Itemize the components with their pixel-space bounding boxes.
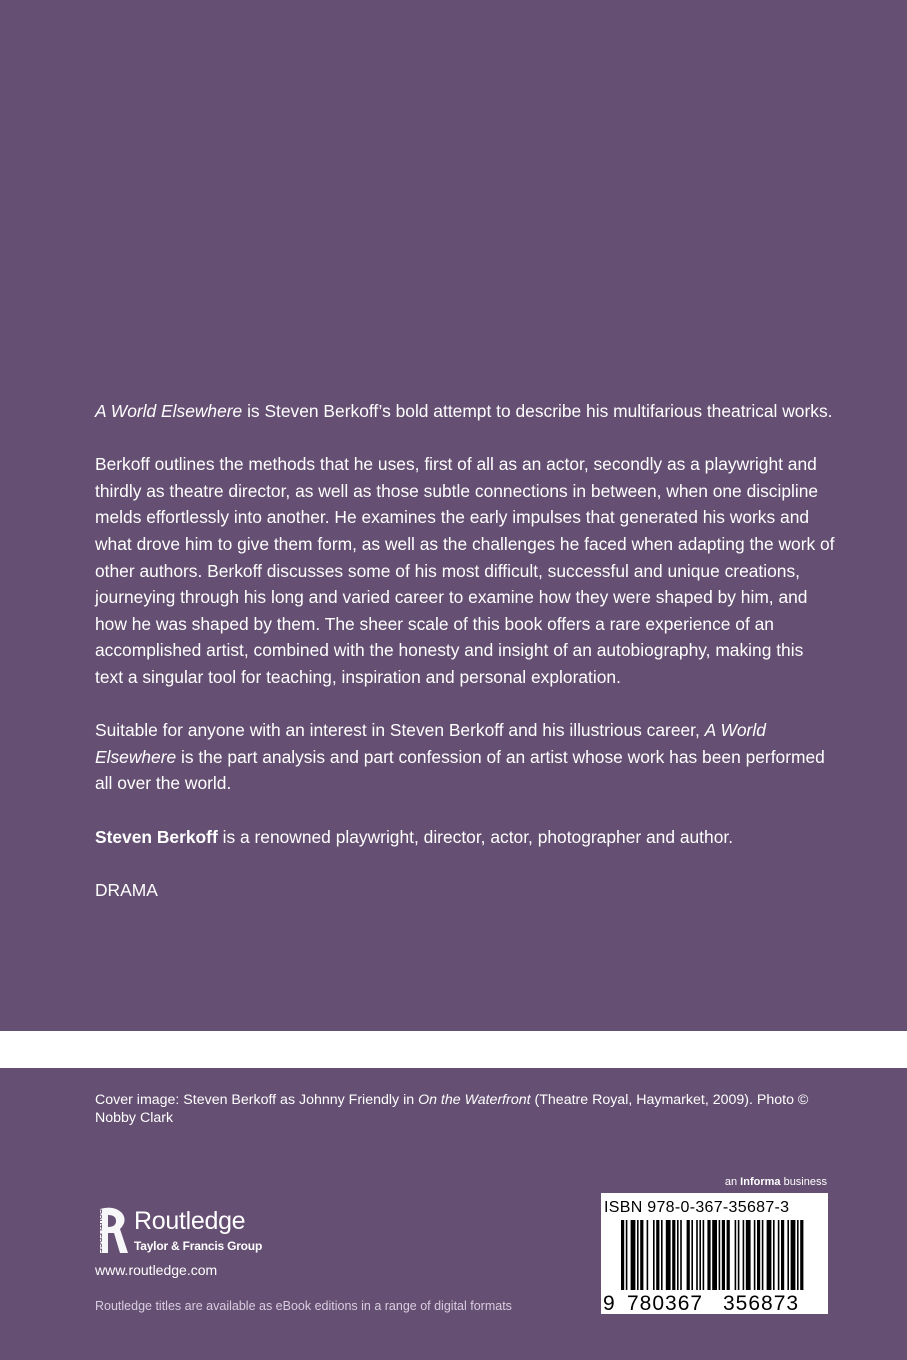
barcode-bar	[640, 1220, 643, 1290]
routledge-logo-icon	[94, 1205, 132, 1261]
barcode-bar	[666, 1220, 671, 1290]
caption-text: (Theatre Royal, Haymarket, 2009). Photo © Nobby Clark	[95, 1092, 809, 1126]
barcode-bar	[696, 1220, 698, 1290]
barcode-bar	[727, 1220, 730, 1290]
publisher-group: Taylor & Francis Group	[134, 1239, 263, 1253]
barcode-bar	[722, 1220, 725, 1290]
author-bio-text: is a renowned playwright, director, actor, photographer and author.	[217, 826, 734, 847]
book-title: A World Elsewhere	[95, 401, 243, 421]
barcode-bar	[762, 1220, 764, 1290]
author-name: Steven Berkoff	[95, 826, 218, 847]
barcode-bar	[687, 1220, 690, 1290]
publisher-name: Routledge	[134, 1207, 246, 1235]
blurb-paragraph-3	[95, 717, 835, 797]
barcode-bar	[656, 1220, 659, 1290]
barcode-bar	[797, 1220, 799, 1290]
book-title: A World Elsewhere	[95, 720, 766, 767]
caption-title: On the Waterfront	[418, 1092, 531, 1108]
barcode-bar	[735, 1220, 737, 1290]
back-cover-blurb	[95, 398, 835, 930]
publisher-website[interactable]: www.routledge.com	[95, 1262, 218, 1278]
isbn-barcode	[601, 1193, 828, 1314]
author-bio	[95, 824, 835, 851]
barcode-bar	[787, 1220, 789, 1290]
barcode-bar	[637, 1220, 639, 1290]
barcode-bar	[621, 1220, 624, 1290]
ebook-availability-note: Routledge titles are available as eBook editions in a range of digital formats	[95, 1299, 512, 1313]
barcode-bar	[626, 1220, 628, 1290]
blurb-text: is the part analysis and part confession of an artist whose work has been performed all over the world.	[95, 746, 825, 794]
barcode-bar	[781, 1220, 784, 1290]
barcode-bar	[719, 1220, 721, 1290]
informa-suffix: business	[780, 1176, 827, 1188]
blurb-text: is Steven Berkoff’s bold attempt to describe his multifarious theatrical works.	[242, 401, 833, 421]
barcode-bar	[677, 1220, 679, 1290]
barcode-bar	[703, 1220, 705, 1290]
barcode-bar	[767, 1220, 772, 1290]
caption-text: Cover image: Steven Berkoff as Johnny Friendly in	[95, 1092, 419, 1108]
barcode-bar	[653, 1220, 655, 1290]
blurb-paragraph-1	[95, 398, 835, 425]
barcode-bar	[672, 1220, 675, 1290]
barcode-bar	[647, 1220, 649, 1290]
barcode-digits-right: 356873	[723, 1292, 800, 1314]
barcode-bar	[746, 1220, 751, 1290]
logo-vertical-text: ROUTLEDGE	[95, 1209, 102, 1253]
barcode-bar	[712, 1220, 717, 1290]
informa-name: Informa	[740, 1176, 781, 1188]
barcode-bar	[778, 1220, 780, 1290]
informa-prefix: an	[724, 1176, 741, 1188]
blurb-text: Suitable for anyone with an interest in Steven Berkoff and his illustrious career,	[95, 720, 705, 741]
isbn-label: ISBN 978-0-367-35687-3	[604, 1199, 790, 1216]
barcode-bar	[699, 1220, 701, 1290]
barcode-bar	[707, 1220, 710, 1290]
barcode-bar	[757, 1220, 760, 1290]
subject-category: DRAMA	[95, 879, 158, 900]
barcode-bar	[800, 1220, 803, 1290]
barcode-bar	[631, 1220, 636, 1290]
informa-business-tag	[697, 1176, 827, 1188]
cover-image-caption	[95, 1091, 835, 1127]
blurb-paragraph-2: Berkoff outlines the methods that he uses, first of all as an actor, secondly as a playwright and thirdly as theatre director, as well as those subtle connections in between, when one discipline melds effortlessly into another. He examines the early impulses that generated his works and what drove him to give them form, as well as the challenges he faced when adapting the work of other authors. Berkoff discusses some of his most difficult, successful and unique creations, journeying through his long and varied career to examine how they were shaped by him, and how he was shaped by them. The sheer scale of this book offers a rare experience of an accomplished artist, combined with the honesty and insight of an autobiography, making this text a singular tool for teaching, inspiration and personal exploration.	[95, 454, 835, 687]
barcode-digit-first: 9	[603, 1292, 615, 1314]
barcode-bar	[791, 1220, 796, 1290]
barcode-bar	[661, 1220, 663, 1290]
barcode-digits-left: 780367	[627, 1292, 704, 1314]
white-band	[0, 1031, 907, 1068]
barcode-bar	[680, 1220, 682, 1290]
barcode-bar	[754, 1220, 756, 1290]
barcode-bar	[738, 1220, 740, 1290]
barcode-bar	[743, 1220, 745, 1290]
barcode-bar	[691, 1220, 693, 1290]
barcode-bar	[773, 1220, 775, 1290]
